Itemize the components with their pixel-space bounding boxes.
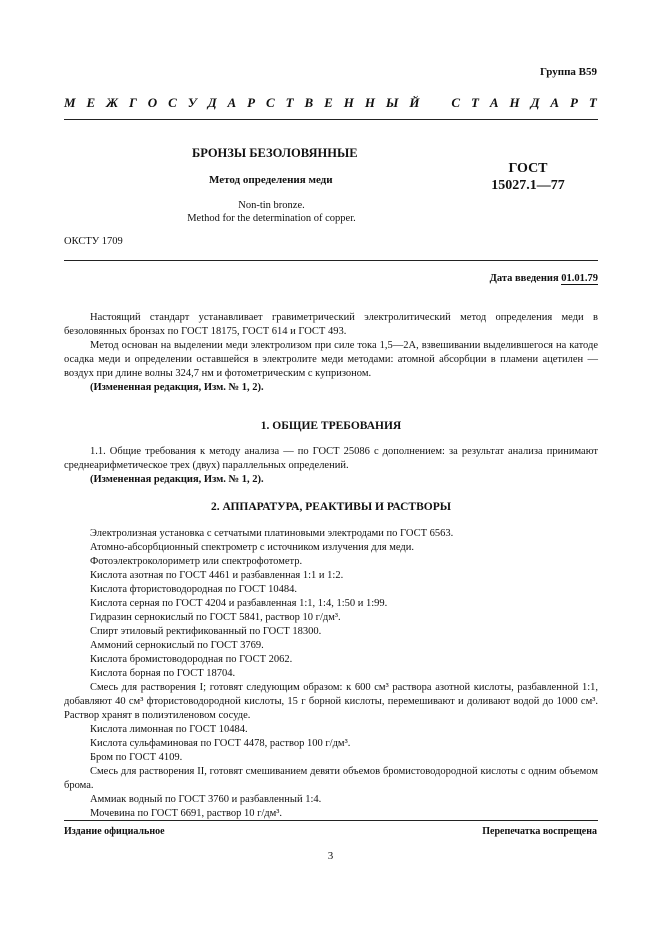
intro-paragraph-1: Настоящий стандарт устанавливает гравиметрический электролитический метод определения меди в безоловянных бронзах по ГОСТ 18175, ГОСТ 614 и ГОСТ 493. bbox=[64, 312, 598, 337]
banner-letter: Т bbox=[471, 95, 479, 110]
banner-letter: Р bbox=[570, 95, 578, 110]
title-divider bbox=[64, 260, 598, 261]
intro-edit-note: (Измененная редакция, Изм. № 1, 2). bbox=[90, 382, 264, 393]
banner-letter: Е bbox=[324, 95, 333, 110]
reagent-item: Кислота лимонная по ГОСТ 10484. bbox=[90, 724, 248, 735]
banner-letter: Ы bbox=[385, 95, 399, 110]
english-title bbox=[178, 199, 365, 225]
footer-divider bbox=[64, 820, 598, 821]
section-1-paragraph: 1.1. Общие требования к методу анализа — по ГОСТ 25086 с дополнением: за результат анализа принимают среднеарифметическое трех (двух) параллельных определений. bbox=[64, 446, 598, 471]
reagent-item: Смесь для растворения II, готовят смешиванием девяти объемов бромистоводородной кислоты с одним объемом брома. bbox=[64, 766, 598, 791]
banner-letter: А bbox=[550, 95, 560, 110]
banner-letter: С bbox=[266, 95, 275, 110]
banner-letter: Й bbox=[409, 95, 420, 110]
banner-letter: Е bbox=[86, 95, 96, 110]
document-title: БРОНЗЫ БЕЗОЛОВЯННЫЕ bbox=[192, 146, 358, 160]
banner-letter: Г bbox=[128, 95, 137, 110]
reagent-item: Фотоэлектроколориметр или спектрофотометр. bbox=[90, 556, 303, 567]
section-1-edit-note: (Измененная редакция, Изм. № 1, 2). bbox=[90, 474, 264, 485]
reagent-item: Атомно-абсорбционный спектрометр с источником излучения для меди. bbox=[90, 542, 414, 553]
group-code: Группа В59 bbox=[539, 66, 597, 78]
banner-letter: Т bbox=[588, 95, 597, 110]
banner-letter: С bbox=[168, 95, 177, 110]
intro-date-label: Дата введения bbox=[489, 273, 559, 284]
reagent-item: Аммиак водный по ГОСТ 3760 и разбавленный 1:4. bbox=[90, 794, 322, 805]
banner-letter: У bbox=[187, 95, 197, 110]
reagent-item: Кислота бромистоводородная по ГОСТ 2062. bbox=[90, 654, 293, 665]
reprint-prohibited-note: Перепечатка воспрещена bbox=[482, 826, 597, 837]
section-2-list bbox=[64, 527, 598, 821]
reagent-item: Электролизная установка с сетчатыми платиновыми электродами по ГОСТ 6563. bbox=[90, 528, 454, 539]
english-title-line-2: Method for the determination of copper. bbox=[187, 213, 356, 224]
official-edition-note: Издание официальное bbox=[64, 826, 165, 837]
banner-letter: А bbox=[489, 95, 499, 110]
section-2-heading: 2. АППАРАТУРА, РЕАКТИВЫ И РАСТВОРЫ bbox=[210, 501, 452, 513]
english-title-line-1: Non-tin bronze. bbox=[238, 200, 305, 211]
intro-date bbox=[490, 273, 598, 284]
banner-letter: Ж bbox=[106, 95, 119, 110]
reagent-item: Смесь для растворения I; готовят следующим образом: к 600 см³ раствора азотной кислоты, разбавленной 1:1, добавляют 40 см³ фтористоводородной кислоты, 15 г борной кислоты, перемешивают и доливают водой до 1000 см³. Раствор хранят в полиэтиленовом сосуде. bbox=[64, 682, 598, 721]
reagent-item: Кислота фтористоводородная по ГОСТ 10484. bbox=[90, 584, 298, 595]
reagent-item: Аммоний сернокислый по ГОСТ 3769. bbox=[90, 640, 264, 651]
banner-letter: О bbox=[147, 95, 158, 110]
section-1-text bbox=[64, 445, 598, 487]
banner-letter: Н bbox=[343, 95, 354, 110]
banner-letter: В bbox=[304, 95, 314, 110]
banner-letter: Р bbox=[247, 95, 256, 110]
reagent-item: Гидразин сернокислый по ГОСТ 5841, раствор 10 г/дм³. bbox=[90, 612, 341, 623]
reagent-item: Кислота борная по ГОСТ 18704. bbox=[90, 668, 236, 679]
section-1-heading: 1. ОБЩИЕ ТРЕБОВАНИЯ bbox=[260, 420, 402, 432]
gost-designation bbox=[483, 160, 573, 194]
banner-letter: Т bbox=[285, 95, 294, 110]
reagent-item: Мочевина по ГОСТ 6691, раствор 10 г/дм³. bbox=[90, 808, 283, 819]
gost-label: ГОСТ bbox=[508, 161, 548, 176]
reagent-item: Кислота азотная по ГОСТ 4461 и разбавленная 1:1 и 1:2. bbox=[90, 570, 344, 581]
banner-gap bbox=[430, 95, 440, 111]
intro-text bbox=[64, 311, 598, 395]
gost-number: 15027.1—77 bbox=[491, 178, 565, 193]
interstate-standard-banner bbox=[64, 95, 597, 111]
banner-letter: Н bbox=[509, 95, 520, 110]
page-number: 3 bbox=[327, 850, 334, 862]
intro-date-value: 01.01.79 bbox=[561, 273, 598, 284]
banner-letter: Д bbox=[207, 95, 217, 110]
banner-letter: М bbox=[64, 95, 76, 110]
reagent-item: Бром по ГОСТ 4109. bbox=[90, 752, 183, 763]
banner-letter: А bbox=[227, 95, 237, 110]
reagent-item: Кислота серная по ГОСТ 4204 и разбавленная 1:1, 1:4, 1:50 и 1:99. bbox=[90, 598, 388, 609]
banner-letter: Н bbox=[364, 95, 375, 110]
reagent-item: Кислота сульфаминовая по ГОСТ 4478, раствор 100 г/дм³. bbox=[90, 738, 351, 749]
intro-paragraph-2: Метод основан на выделении меди электролизом при силе тока 1,5—2А, взвешивании выделившегося на катоде осадка меди и определении оставшейся в электролите меди методами: атомной абсорбции в пламени ацетилен — воздух при длине волны 324,7 нм и фотометрическим с купризоном. bbox=[64, 340, 598, 379]
reagent-item: Спирт этиловый ректификованный по ГОСТ 18300. bbox=[90, 626, 322, 637]
banner-letter: С bbox=[451, 95, 461, 110]
okstu-code: ОКСТУ 1709 bbox=[64, 236, 123, 247]
document-subtitle: Метод определения меди bbox=[209, 174, 333, 186]
header-divider bbox=[64, 119, 598, 120]
banner-letter: Д bbox=[530, 95, 540, 110]
